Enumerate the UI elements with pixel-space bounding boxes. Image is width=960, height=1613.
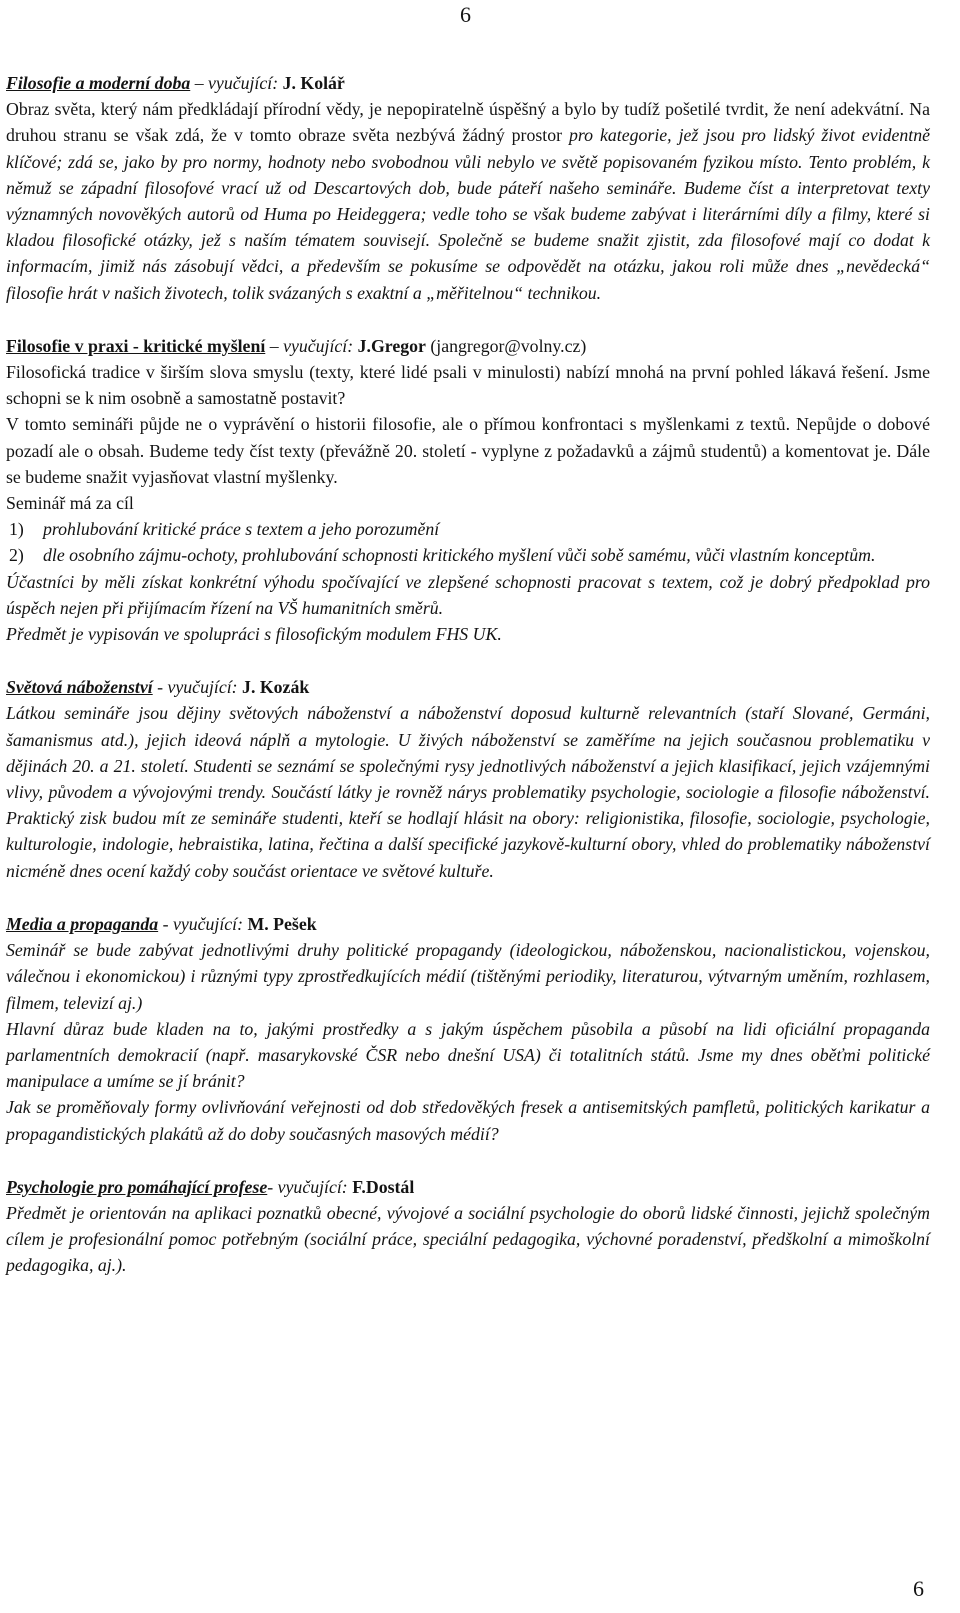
list-number: 1) bbox=[9, 519, 24, 540]
list-number: 2) bbox=[9, 545, 24, 566]
course-description: Látkou semináře jsou dějiny světových náboženství a náboženství doposud kulturně relevantních (staří Slované, Germáni, šamanismus atd.), jejich ideová náplň a mytologie. U živých náboženství se zaměříme na jejich současnou problematiku v dějinách 20. a 21. století. Studenti se seznámí se společnými rysy jednotlivých náboženství a jejich klasifikací, jejich vzájemnými vlivy, původem a vývojovými trendy. Součástí látky je rovněž nárys problematiky psychologie, sociologie a filosofie náboženství. Praktický zisk budou mít ze semináře studenti, kteří se hodlají hlásit na obory: religionistika, filosofie, sociologie, psychologie, kulturologie, indologie, hebraistika, latina, řečtina a další specifické jazykově-kulturní obory, vhled do problematiky náboženství nicméně dnes ocení každý coby součást orientace ve světové kultuře. bbox=[6, 703, 930, 881]
course-title: Psychologie pro pomáhající profese bbox=[6, 1176, 268, 1197]
lecturer-name: F.Dostál bbox=[352, 1176, 415, 1197]
lecturer-name: J. Kozák bbox=[242, 677, 310, 698]
course-description bbox=[6, 96, 930, 306]
lecturer-label: vyučující: bbox=[208, 73, 283, 93]
course-filosofie-v-praxi bbox=[6, 333, 930, 647]
lecturer-name: M. Pešek bbox=[247, 913, 317, 934]
course-heading bbox=[6, 674, 930, 700]
heading-separator: - bbox=[152, 677, 168, 698]
course-paragraph: Jak se proměňovaly formy ovlivňování veřejnosti od dob středověkých fresek a antisemitských pamfletů, politických karikatur a propagandistických plakátů až do doby současných masových médií? bbox=[6, 1097, 930, 1144]
lecturer-label: vyučující: bbox=[277, 1176, 353, 1197]
lecturer-label: vyučující: bbox=[283, 335, 358, 356]
list-item bbox=[6, 542, 930, 568]
course-title: Filosofie v praxi - kritické myšlení bbox=[6, 335, 266, 356]
course-heading bbox=[6, 333, 930, 359]
course-title: Světová náboženství bbox=[6, 677, 153, 698]
course-paragraph: Seminář má za cíl bbox=[6, 493, 134, 514]
page-number-bottom: 6 bbox=[913, 1576, 924, 1601]
course-description: Předmět je orientován na aplikaci poznatků obecné, vývojové a sociální psychologie do oborů lidské činnosti, jejichž společným cílem je profesionální pomoc potřebným (sociální práce, speciální pedagogika, výchovné poradenství, předškolní a mimoškolní pedagogika, aj.). bbox=[6, 1202, 930, 1276]
course-media-a-propaganda bbox=[6, 911, 930, 1147]
lecturer-email: (jangregor@volny.cz) bbox=[425, 335, 587, 356]
heading-separator: - bbox=[158, 913, 173, 934]
lecturer-name: J. Kolář bbox=[282, 73, 345, 93]
course-paragraph: Předmět je vypisován ve spolupráci s filosofickým modulem FHS UK. bbox=[6, 624, 502, 645]
description-upright-part: Obraz světa, který nám předkládají přírodní vědy, je nepopiratelně úspěšný a bylo by tudíž pošetilé tvrdit, že není adekvátní. Na druhou stranu se však zdá, že v tomto obraze světa nezbývá žádný prostor bbox=[6, 99, 930, 146]
course-heading bbox=[6, 911, 930, 937]
list-text: dle osobního zájmu-ochoty, prohlubování schopnosti kritického myšlení vůči sobě samému, vůči vlastním konceptům. bbox=[43, 545, 876, 566]
course-paragraph: Filosofická tradice v širším slova smyslu (texty, které lidé psali v minulosti) nabízí mnohá na první pohled lákavá řešení. Jsme schopni se k nim osobně a samostatně postavit? bbox=[6, 362, 930, 409]
lecturer-label: vyučující: bbox=[172, 913, 248, 934]
course-paragraph: Seminář se bude zabývat jednotlivými druhy politické propagandy (ideologickou, náboženskou, nacionalistickou, vojenskou, válečnou i ekonomickou) i různými typy zprostředkujících médií (tištěnými periodiky, literaturou, výtvarným uměním, rozhlasem, filmem, televizí aj.) bbox=[6, 940, 930, 1013]
page-number-top: 6 bbox=[460, 2, 471, 27]
goal-list bbox=[6, 516, 930, 568]
heading-separator: - bbox=[267, 1176, 278, 1197]
heading-separator: – bbox=[265, 335, 284, 356]
list-text: prohlubování kritické práce s textem a jeho porozumění bbox=[43, 519, 440, 540]
course-paragraph: V tomto semináři půjde ne o vyprávění o historii filosofie, ale o přímou konfrontaci s myšlenkami z textů. Nepůjde o dobové pozadí ale o obsah. Budeme tedy číst texty (převážně 20. století - vyplyne z požadavků a zájmů studentů) a komentovat je. Dále se budeme snažit vyjasňovat vlastní myšlenky. bbox=[6, 414, 930, 487]
list-item bbox=[6, 516, 930, 542]
course-title: Media a propaganda bbox=[6, 913, 159, 934]
course-title: Filosofie a moderní doba bbox=[6, 73, 191, 93]
course-heading bbox=[6, 1174, 930, 1200]
description-italic-part: pro kategorie, jež jsou pro lidský život evidentně klíčové; zdá se, jako by pro normy, hodnoty nebo svobodnou vůli nebylo ve světě popisovaném fyzikou místo. Tento problém, k němuž se západní filosofové vrací už od Descartových dob, bude páteří našeho semináře. Budeme číst a interpretovat texty významných novověkých autorů od Huma po Heideggera; vedle toho se však budeme zabývat i literárními díly a filmy, které si kladou filosofické otázky, jež s naším tématem souvisejí. Společně se budeme snažit zjistit, zda filosofové mají co dodat k informacím, jimiž nás zásobují vědci, a především se pokusíme se odpovědět na otázku, jakou roli může dnes „nevědecká“ filosofie hrát v našich životech, tolik svázaných s exaktní a „měřitelnou“ technikou. bbox=[6, 125, 930, 303]
course-paragraph: Hlavní důraz bude kladen na to, jakými prostředky a s jakým úspěchem působila a působí na lidi oficiální propaganda parlamentních demokracií (např. masarykovské ČSR nebo dnešní USA) či totalitních států. Jsme my dnes oběťmi politické manipulace a umíme se jí bránit? bbox=[6, 1018, 930, 1092]
course-heading bbox=[6, 70, 930, 96]
course-filosofie-moderni-doba bbox=[6, 70, 930, 306]
course-paragraph: Účastníci by měli získat konkrétní výhodu spočívající ve zlepšené schopnosti pracovat s textem, což je dobrý předpoklad pro úspěch nejen při přijímacím řízení na VŠ humanitních směrů. bbox=[6, 571, 930, 618]
heading-separator: – bbox=[190, 73, 209, 93]
document-content bbox=[6, 70, 930, 1306]
course-svetova-nabozenstvi bbox=[6, 674, 930, 884]
lecturer-label: vyučující: bbox=[167, 677, 243, 698]
lecturer-name: J.Gregor bbox=[357, 335, 426, 356]
course-psychologie bbox=[6, 1174, 930, 1279]
